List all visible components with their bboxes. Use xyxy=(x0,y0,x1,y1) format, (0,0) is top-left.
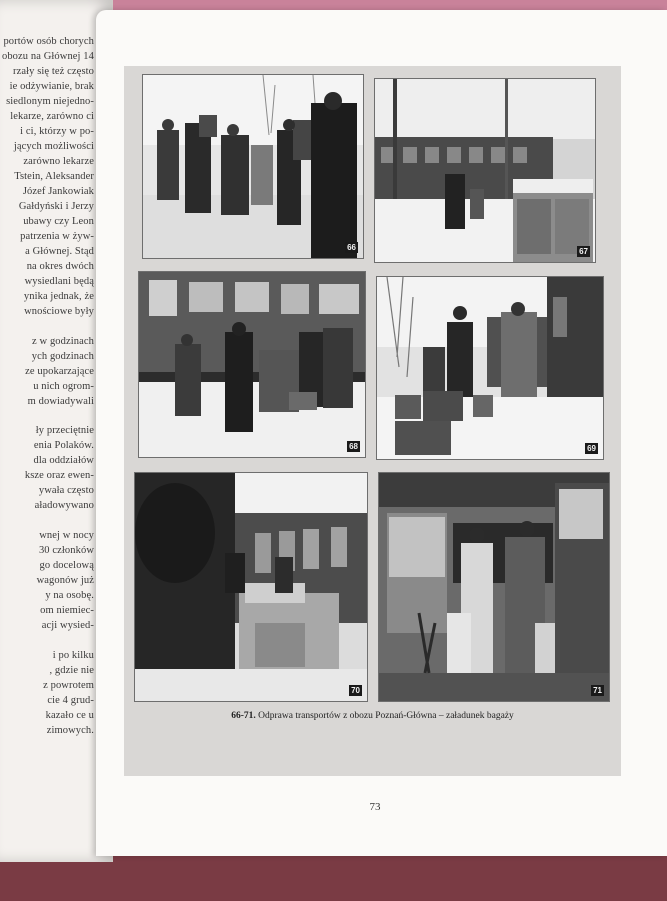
caption-text: Odprawa transportów z obozu Poznań-Główna – załadunek bagaży xyxy=(258,711,514,721)
photo-number: 70 xyxy=(351,686,360,695)
text-line: portów osób chorych xyxy=(3,36,94,47)
text-line: ksze oraz ewen- xyxy=(24,470,94,481)
text-line: Tstein, Aleksander xyxy=(14,171,94,182)
photo-71 xyxy=(378,472,610,702)
text-line: wagonów już xyxy=(36,575,94,586)
caption-ref: 66-71. xyxy=(231,711,256,721)
photo-number: 71 xyxy=(593,686,602,695)
text-line: aładowywano xyxy=(34,500,94,511)
photo-number: 68 xyxy=(349,442,358,451)
text-line: patrzenia w żyw- xyxy=(20,231,94,242)
photo-67-image xyxy=(375,79,595,262)
text-line: rzały się też często xyxy=(13,66,94,77)
photo-71-image xyxy=(379,473,609,701)
photo-plate xyxy=(124,66,621,776)
text-line: dla oddziałów xyxy=(33,455,94,466)
text-line: kazało ce u xyxy=(45,710,94,721)
photo-68-image xyxy=(139,272,365,457)
text-line: wysiedlani będą xyxy=(24,276,94,287)
text-line: ły przeciętnie xyxy=(35,425,94,436)
text-line: om niemiec- xyxy=(40,605,94,616)
text-line: ze upokarzające xyxy=(25,366,94,377)
text-line: cie 4 grud- xyxy=(47,695,94,706)
text-line: acji wysied- xyxy=(41,620,94,631)
text-line: obozu na Głównej 14 xyxy=(1,51,94,62)
text-line: z w godzinach xyxy=(32,336,94,347)
text-line: Józef Jankowiak xyxy=(22,186,94,197)
text-line: z powrotem xyxy=(43,680,94,691)
text-line: lekarze, zarówno ci xyxy=(10,111,94,122)
text-line: u nich ogrom- xyxy=(33,381,94,392)
photo-68 xyxy=(138,271,366,458)
page-number: 73 xyxy=(369,801,381,813)
text-line: , gdzie nie xyxy=(49,665,94,676)
text-line: wnej w nocy xyxy=(39,530,94,541)
photo-70 xyxy=(134,472,368,702)
text-line: jących możliwości xyxy=(13,141,94,152)
photo-69 xyxy=(376,276,604,460)
photo-number: 66 xyxy=(347,243,356,252)
text-line: ie odżywianie, brak xyxy=(9,81,94,92)
text-line: i po kilku xyxy=(52,650,94,661)
text-line: m dowiadywali xyxy=(27,396,94,407)
text-line: ynika jednak, że xyxy=(23,291,94,302)
text-line: Gałdyński i Jerzy xyxy=(18,201,94,212)
text-line: go docelową xyxy=(39,560,94,571)
text-line: ubawy czy Leon xyxy=(23,216,94,227)
text-line: 30 członków xyxy=(38,545,94,556)
text-line: y na osobę. xyxy=(45,590,94,601)
text-line: a Głównej. Stąd xyxy=(25,246,94,257)
photo-70-image xyxy=(135,473,367,701)
text-line: siedlonym niejedno- xyxy=(6,96,94,107)
photo-number: 67 xyxy=(579,247,588,256)
text-line: wnościowe były xyxy=(24,306,94,317)
photo-69-image xyxy=(377,277,603,459)
photo-67 xyxy=(374,78,596,263)
text-line: zarówno lekarze xyxy=(23,156,94,167)
text-line: na okres dwóch xyxy=(26,261,94,272)
photo-66-image xyxy=(143,75,363,258)
text-line: ywała często xyxy=(38,485,94,496)
photo-66 xyxy=(142,74,364,259)
text-line: enia Polaków. xyxy=(33,440,94,451)
figure-caption xyxy=(124,711,621,721)
text-line: zimowych. xyxy=(46,725,94,736)
photo-number: 69 xyxy=(587,444,596,453)
text-line: ych godzinach xyxy=(31,351,94,362)
text-line: i ci, którzy w po- xyxy=(20,126,94,137)
